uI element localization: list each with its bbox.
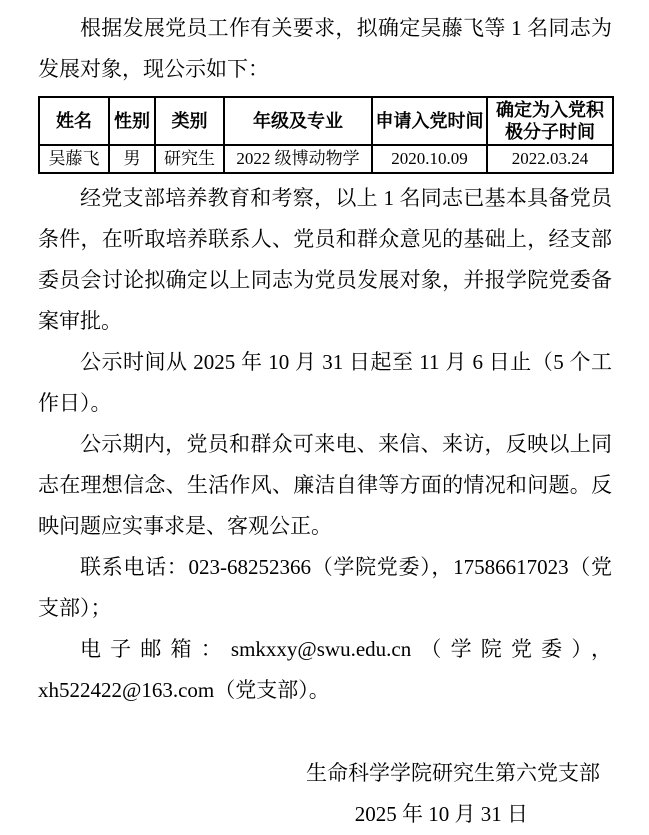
col-header-category: 类别 xyxy=(155,97,224,145)
contact-phone-paragraph: 联系电话：023-68252366（学院党委），17586617023（党支部）； xyxy=(38,555,612,620)
table-row xyxy=(39,145,613,173)
signature: 生命科学学院研究生第六党支部 xyxy=(306,761,600,785)
signature-block xyxy=(38,753,612,835)
cell-name: 吴藤飞 xyxy=(39,145,109,173)
col-header-gender: 性别 xyxy=(109,97,155,145)
col-header-name: 姓名 xyxy=(39,97,109,145)
candidates-table xyxy=(38,96,614,174)
cell-category: 研究生 xyxy=(155,145,224,173)
col-header-apply-date: 申请入党时间 xyxy=(372,97,487,145)
intro-paragraph: 根据发展党员工作有关要求，拟确定吴藤飞等 1 名同志为发展对象，现公示如下： xyxy=(38,16,612,81)
col-header-activist-date: 确定为入党积极分子时间 xyxy=(487,97,613,145)
cell-gender: 男 xyxy=(109,145,155,173)
cell-activist-date: 2022.03.24 xyxy=(487,145,613,173)
evaluation-paragraph: 经党支部培养教育和考察，以上 1 名同志已基本具备党员条件，在听取培养联系人、党员和群众意见的基础上，经支部委员会讨论拟确定以上同志为党员发展对象，并报学院党委备案审批。 xyxy=(38,186,612,333)
cell-apply-date: 2020.10.09 xyxy=(372,145,487,173)
publicity-period-paragraph: 公示时间从 2025 年 10 月 31 日起至 11 月 6 日止（5 个工作日）。 xyxy=(38,350,612,415)
cell-grade-major: 2022 级博动物学 xyxy=(224,145,372,173)
date: 2025 年 10 月 31 日 xyxy=(354,802,528,826)
contact-email-paragraph: 电子邮箱：smkxxy@swu.edu.cn（学院党委），xh522422@163.com（党支部）。 xyxy=(38,637,612,702)
feedback-paragraph: 公示期内，党员和群众可来电、来信、来访，反映以上同志在理想信念、生活作风、廉洁自律等方面的情况和问题。反映问题应实事求是、客观公正。 xyxy=(38,432,612,538)
col-header-grade-major: 年级及专业 xyxy=(224,97,372,145)
table-header-row xyxy=(39,97,613,145)
